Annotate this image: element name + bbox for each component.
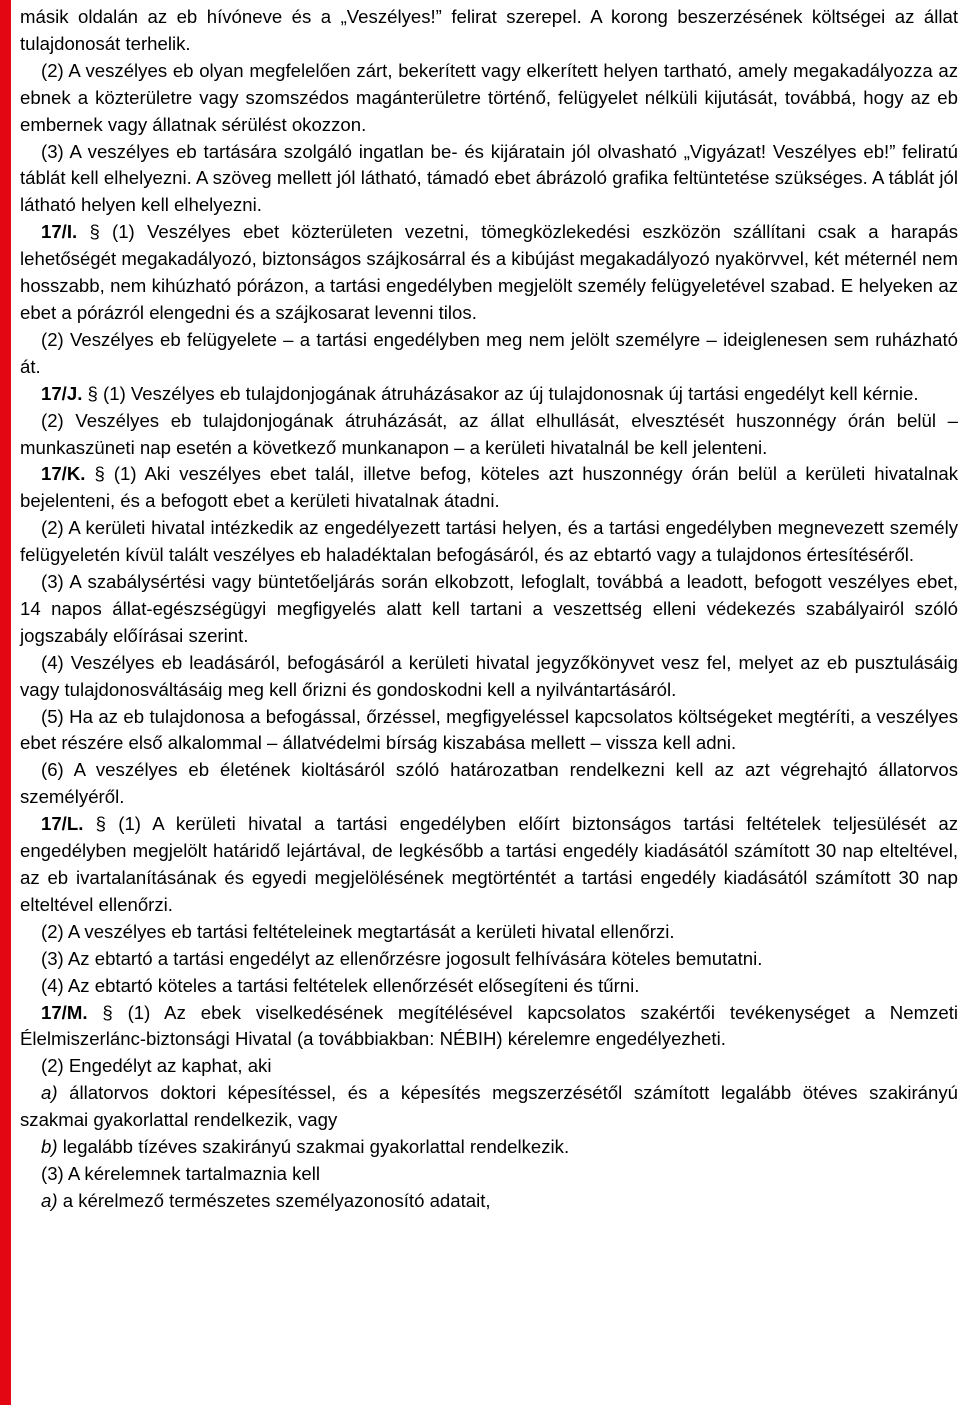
section-17j-2: (2) Veszélyes eb tulajdonjogának átruházását, az állat elhullását, elvesztését huszonnégy órán belül – munkaszüneti nap esetén a következő munkanapon – a kerületi hivatalnál be kell jelenteni.: [20, 409, 958, 458]
section-17j-1: [20, 381, 958, 408]
list-item-a-2: [20, 1188, 958, 1215]
section-number: 17/I.: [41, 221, 78, 243]
section-17m-2: (2) Engedélyt az kaphat, aki: [41, 1055, 272, 1077]
section-text: § (1) Az ebek viselkedésének megítélésével kapcsolatos szakértői tevékenységet a Nemzeti Élelmiszerlánc-biztonsági Hivatal (a továbbiakban: NÉBIH) kérelemre engedélyezheti.: [20, 1001, 958, 1050]
section-17k-1: [20, 461, 958, 515]
list-marker: a): [41, 1189, 58, 1211]
list-item-text: a kérelmező természetes személyazonosító adatait,: [62, 1189, 491, 1211]
list-item-a: [20, 1080, 958, 1134]
paragraph-17h-3: (3) A veszélyes eb tartására szolgáló ingatlan be- és kijáratain jól olvasható „Vigyázat! Veszélyes eb!” feliratú táblát kell elhelyezni. A szöveg mellett jól látható, támadó ebet ábrázoló grafika feltüntetése szükséges. A táblát jól látható helyen kell elhelyezni.: [20, 140, 958, 216]
section-17l-4: (4) Az ebtartó köteles a tartási feltételek ellenőrzését elősegíteni és tűrni.: [41, 974, 640, 996]
section-17i-1: [20, 219, 958, 327]
section-17k-2: (2) A kerületi hivatal intézkedik az engedélyezett tartási helyen, és a tartási engedélyben megnevezett személy felügyeletén kívül talált veszélyes eb haladéktalan befogásáról, és az ebtartó vagy a tulajdonos értesítéséről.: [20, 517, 958, 566]
section-number: 17/L.: [41, 813, 84, 835]
list-item-text: állatorvos doktori képesítéssel, és a képesítés megszerzésétől számított legalább ötéves szakirányú szakmai gyakorlattal rendelkezik, vagy: [20, 1082, 958, 1131]
section-17m-1: [20, 1000, 958, 1054]
section-17m-3: (3) A kérelemnek tartalmaznia kell: [41, 1162, 321, 1184]
section-17l-1: [20, 811, 958, 919]
section-text: § (1) A kerületi hivatal a tartási engedélyben előírt biztonságos tartási feltételek teljesülését az engedélyben megjelölt határidő lejártával, de legkésőbb a tartási engedély kiadásától számított 30 nap elteltével, az eb ivartalanításának és egyedi megjelölésének megtörténtét a tartási engedély kiadásától számított 30 nap elteltével ellenőrzi.: [20, 813, 959, 915]
list-item-b: [20, 1134, 958, 1161]
paragraph-17h-2: (2) A veszélyes eb olyan megfelelően zárt, bekerített vagy elkerített helyen tartható, amely megakadályozza az ebnek a közterületre vagy szomszédos magánterületre történő, felügyelet nélküli kijutását, továbbá, hogy az eb embernek vagy állatnak sérülést okozzon.: [20, 59, 958, 135]
section-text: § (1) Aki veszélyes ebet talál, illetve befog, köteles azt huszonnégy órán belül a kerületi hivatalnak bejelenteni, és a befogott ebet a kerületi hivatalnak átadni.: [20, 463, 958, 512]
section-17i-2: (2) Veszélyes eb felügyelete – a tartási engedélyben meg nem jelölt személyre – ideiglenesen sem ruházható át.: [20, 328, 958, 377]
section-number: 17/M.: [41, 1001, 88, 1023]
section-text: § (1) Veszélyes ebet közterületen vezetni, tömegközlekedési eszközön szállítani csak a harapás lehetőségét megakadályozó, biztonságos szájkosárral és a kibújást megakadályozó nyakörvvel, két méternél nem hosszabb, nem kihúzható pórázon, a tartási engedélyben megjelölt személy felügyeletével szabad. E helyeken az ebet a pórázról elengedni és a szájkosarat levenni tilos.: [20, 221, 958, 323]
paragraph-continuation: másik oldalán az eb hívóneve és a „Veszélyes!” felirat szerepel. A korong beszerzésének költségei az állat tulajdonosát terhelik.: [20, 6, 958, 54]
document-page: [20, 4, 958, 1215]
section-text: § (1) Veszélyes eb tulajdonjogának átruházásakor az új tulajdonosnak új tartási engedélyt kell kérnie.: [87, 382, 919, 404]
section-17k-6: (6) A veszélyes eb életének kioltásáról szóló határozatban rendelkezni kell az azt végrehajtó állatorvos személyéről.: [20, 759, 958, 808]
left-red-margin-bar: [0, 0, 11, 1405]
list-marker: a): [41, 1082, 58, 1104]
section-17k-4: (4) Veszélyes eb leadásáról, befogásáról a kerületi hivatal jegyzőkönyvet vesz fel, melyet az eb pusztulásáig vagy tulajdonosváltásáig meg kell őrizni és gondoskodni kell a nyilvántartásáról.: [20, 651, 958, 700]
section-17k-5: (5) Ha az eb tulajdonosa a befogással, őrzéssel, megfigyeléssel kapcsolatos költségeket megtéríti, a veszélyes ebet részére első alkalommal – állatvédelmi bírság kiszabása mellett – vissza kell adni.: [20, 705, 958, 754]
section-17l-2: (2) A veszélyes eb tartási feltételeinek megtartását a kerületi hivatal ellenőrzi.: [41, 920, 675, 942]
section-17l-3: (3) Az ebtartó a tartási engedélyt az ellenőrzésre jogosult felhívására köteles bemutatni.: [41, 947, 763, 969]
list-item-text: legalább tízéves szakirányú szakmai gyakorlattal rendelkezik.: [62, 1136, 570, 1158]
section-number: 17/J.: [41, 382, 83, 404]
section-17k-3: (3) A szabálysértési vagy büntetőeljárás során elkobzott, lefoglalt, továbbá a leadott, befogott veszélyes ebet, 14 napos állat-egészségügyi megfigyelés alatt kell tartani a veszettség elleni védekezés szabályairól szóló jogszabály előírásai szerint.: [20, 571, 958, 646]
section-number: 17/K.: [41, 463, 86, 485]
list-marker: b): [41, 1136, 58, 1158]
